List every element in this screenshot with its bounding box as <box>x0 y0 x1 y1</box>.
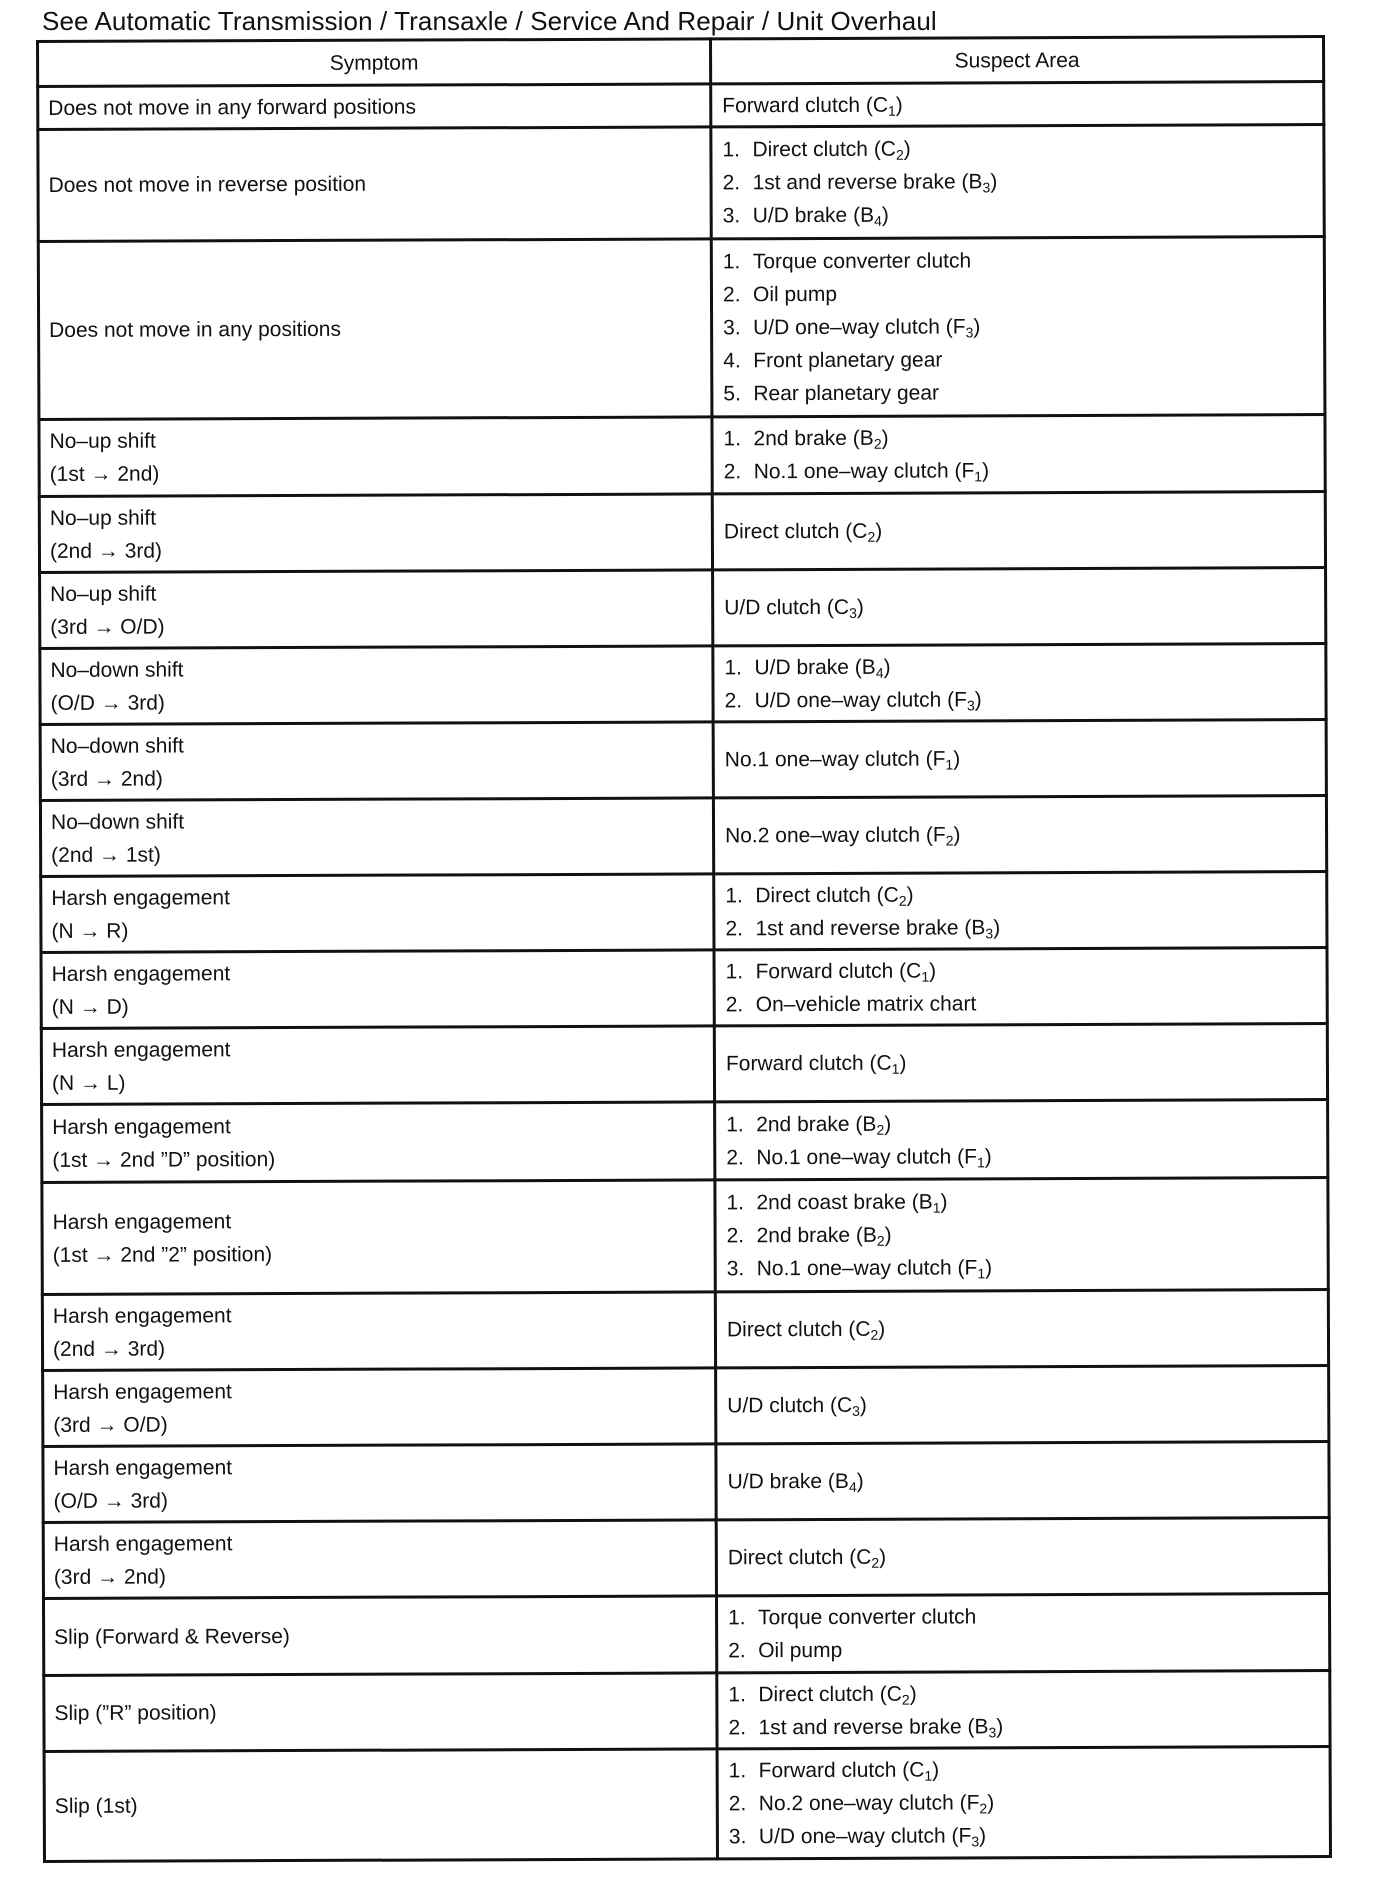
suspect-text: No.1 one–way clutch (F <box>756 1144 977 1169</box>
suspect-area-cell <box>713 644 1326 722</box>
symptom-text: No–up shift <box>49 506 157 530</box>
closing-paren: ) <box>993 915 1001 939</box>
suspect-text: U/D clutch (C <box>727 1393 853 1418</box>
closing-paren: ) <box>878 1317 886 1341</box>
item-number: 2. <box>725 916 743 940</box>
table-row <box>40 644 1326 725</box>
component-subscript: 2 <box>876 1232 885 1249</box>
suspect-text: No.2 one–way clutch (F <box>758 1791 980 1816</box>
table-row <box>40 796 1326 877</box>
table-row <box>40 568 1326 649</box>
symptom-text: Harsh engagement <box>53 1455 233 1480</box>
suspect-text: Torque converter clutch <box>758 1605 977 1630</box>
symptom-cell <box>40 722 713 801</box>
component-subscript: 3 <box>985 924 994 941</box>
suspect-text: No.1 one–way clutch (F <box>756 1256 978 1281</box>
breadcrumb: See Automatic Transmission / Transaxle / Service And Repair / Unit Overhaul <box>42 6 937 36</box>
suspect-text: U/D brake (B <box>727 1469 849 1494</box>
suspect-item <box>724 682 1324 717</box>
symptom-text: (O/D → 3rd) <box>50 691 165 715</box>
suspect-text: Forward clutch (C <box>722 93 889 117</box>
component-subscript: 3 <box>852 1402 860 1419</box>
suspect-item <box>725 910 1325 945</box>
symptom-text: Slip (1st) <box>54 1794 138 1818</box>
table-body <box>38 82 1331 1862</box>
suspect-area-cell <box>713 796 1326 874</box>
closing-paren: ) <box>973 315 981 339</box>
table-row <box>41 1024 1327 1105</box>
suspect-item <box>726 953 1326 988</box>
table-row <box>39 415 1325 497</box>
component-subscript: 4 <box>848 1478 857 1495</box>
suspect-text: Forward clutch (C <box>758 1758 925 1783</box>
closing-paren: ) <box>856 1469 864 1493</box>
symptom-cell <box>44 1673 717 1752</box>
symptom-text: (2nd → 1st) <box>51 843 161 867</box>
suspect-area-cell <box>711 82 1324 127</box>
symptom-text: Harsh engagement <box>52 1303 232 1328</box>
suspect-text: Direct clutch (C <box>727 1545 872 1570</box>
suspect-text: 2nd brake (B <box>756 1223 877 1248</box>
symptom-cell <box>44 1749 717 1862</box>
symptom-cell <box>41 874 714 953</box>
suspect-text: 1st and reverse brake (B <box>755 915 986 940</box>
suspect-text: U/D brake (B <box>752 203 875 228</box>
suspect-item <box>722 164 1322 199</box>
component-subscript: 1 <box>977 1265 986 1282</box>
closing-paren: ) <box>884 1112 892 1136</box>
symptom-cell <box>43 1596 716 1676</box>
closing-paren: ) <box>859 1393 867 1417</box>
suspect-text: On–vehicle matrix chart <box>755 991 977 1016</box>
suspect-item <box>727 1250 1327 1285</box>
table-row <box>38 125 1324 242</box>
symptom-text: No–down shift <box>50 809 185 834</box>
symptom-text: Does not move in any forward positions <box>48 95 416 120</box>
table-row <box>42 1100 1328 1183</box>
suspect-text: 1st and reverse brake (B <box>752 170 983 195</box>
suspect-item <box>727 1311 1327 1346</box>
symptom-column-header: Symptom <box>38 39 711 87</box>
suspect-item <box>723 276 1323 311</box>
component-subscript: 1 <box>924 1767 933 1784</box>
suspect-item <box>727 1463 1327 1498</box>
symptom-text: No–up shift <box>49 429 156 453</box>
suspect-item <box>726 1045 1326 1080</box>
table-row <box>42 1290 1328 1371</box>
symptom-text: Does not move in any positions <box>49 317 341 342</box>
suspect-area-cell <box>716 1366 1329 1444</box>
suspect-area-cell <box>711 237 1325 417</box>
suspect-text: Forward clutch (C <box>725 1051 892 1076</box>
table-row <box>42 1178 1328 1295</box>
symptom-text: Harsh engagement <box>51 885 230 910</box>
suspect-item <box>726 1184 1326 1219</box>
item-number: 2. <box>726 1224 745 1248</box>
symptom-cell <box>41 950 714 1029</box>
symptom-text: (O/D → 3rd) <box>53 1489 168 1513</box>
closing-paren: ) <box>903 137 911 161</box>
suspect-item <box>723 309 1323 344</box>
symptom-cell <box>38 127 711 242</box>
table-row <box>43 1442 1329 1523</box>
item-number: 1. <box>728 1682 746 1706</box>
item-number: 3. <box>722 204 741 228</box>
suspect-text: No.1 one–way clutch (F <box>724 747 946 772</box>
closing-paren: ) <box>979 1824 987 1848</box>
component-subscript: 2 <box>873 435 882 452</box>
component-subscript: 1 <box>891 1060 900 1077</box>
table-row <box>38 237 1325 420</box>
symptom-text: Slip (Forward & Reverse) <box>54 1624 290 1649</box>
symptom-text: (1st → 2nd) <box>49 462 160 486</box>
suspect-area-cell <box>716 1594 1329 1673</box>
diagnosis-table <box>36 35 1332 1863</box>
suspect-text: 2nd brake (B <box>756 1112 877 1136</box>
closing-paren: ) <box>884 1223 892 1247</box>
table-row <box>39 492 1325 573</box>
item-number: 2. <box>726 1145 744 1169</box>
suspect-area-cell <box>714 948 1327 1026</box>
closing-paren: ) <box>899 1051 907 1075</box>
symptom-cell <box>38 239 712 420</box>
suspect-item <box>728 1632 1328 1667</box>
suspect-item <box>724 649 1324 684</box>
symptom-text: (2nd → 3rd) <box>49 539 163 563</box>
item-number: 2. <box>728 1792 747 1816</box>
closing-paren: ) <box>953 823 961 847</box>
symptom-cell <box>43 1444 716 1523</box>
component-subscript: 4 <box>874 212 882 229</box>
item-number: 1. <box>728 1759 747 1783</box>
closing-paren: ) <box>879 1545 887 1569</box>
suspect-text: Rear planetary gear <box>753 381 940 406</box>
suspect-text: Direct clutch (C <box>758 1682 902 1706</box>
item-number: 1. <box>722 250 741 274</box>
item-number: 1. <box>725 959 744 983</box>
component-subscript: 1 <box>887 102 896 119</box>
suspect-text: 1st and reverse brake (B <box>758 1714 989 1739</box>
symptom-text: Harsh engagement <box>53 1531 233 1556</box>
suspect-item <box>726 1106 1326 1141</box>
suspect-item <box>728 1599 1328 1634</box>
closing-paren: ) <box>909 1682 917 1706</box>
component-subscript: 1 <box>974 468 983 485</box>
suspect-item <box>726 1139 1326 1174</box>
suspect-area-cell <box>711 125 1324 239</box>
table-row <box>43 1518 1329 1599</box>
suspect-item <box>729 1752 1329 1787</box>
symptom-cell <box>42 1180 715 1295</box>
item-number: 1. <box>725 883 743 907</box>
suspect-area-cell <box>713 568 1326 646</box>
table-row <box>40 720 1326 801</box>
symptom-cell <box>43 1368 716 1447</box>
suspect-item <box>729 1818 1329 1853</box>
symptom-text: Harsh engagement <box>51 1037 231 1062</box>
symptom-cell <box>41 1026 714 1105</box>
suspect-area-cell <box>716 1442 1329 1520</box>
suspect-area-cell <box>717 1747 1330 1859</box>
item-number: 1. <box>724 655 742 679</box>
component-subscript: 3 <box>982 179 991 196</box>
suspect-item <box>727 1387 1327 1422</box>
component-subscript: 2 <box>901 1691 910 1708</box>
component-subscript: 2 <box>895 146 904 163</box>
suspect-item <box>722 87 1322 122</box>
suspect-area-cell <box>712 492 1325 570</box>
suspect-item <box>725 817 1325 852</box>
suspect-item <box>723 420 1323 455</box>
symptom-text: (3rd → O/D) <box>53 1413 168 1437</box>
suspect-text: 2nd coast brake (B <box>756 1190 933 1215</box>
symptom-text: (3rd → O/D) <box>50 615 165 639</box>
suspect-text: Direct clutch (C <box>726 1317 871 1342</box>
suspect-area-column-header: Suspect Area <box>711 37 1324 84</box>
symptom-text: Harsh engagement <box>52 1209 232 1234</box>
suspect-area-cell <box>716 1518 1329 1596</box>
symptom-text: No–down shift <box>50 733 184 758</box>
symptom-text: No–up shift <box>50 582 157 606</box>
suspect-area-cell <box>715 1178 1328 1292</box>
component-subscript: 3 <box>966 696 975 713</box>
symptom-text: (3rd → 2nd) <box>53 1565 166 1589</box>
table-row <box>38 82 1324 130</box>
suspect-text: U/D brake (B <box>754 655 876 679</box>
component-subscript: 3 <box>965 324 974 341</box>
symptom-cell <box>43 1520 716 1599</box>
suspect-text: Direct clutch (C <box>723 519 868 544</box>
component-subscript: 2 <box>871 1554 880 1571</box>
suspect-item <box>728 1676 1328 1711</box>
suspect-item <box>729 1785 1329 1820</box>
component-subscript: 1 <box>932 1199 941 1216</box>
suspect-item <box>728 1539 1328 1574</box>
table-row <box>44 1671 1330 1752</box>
suspect-area-cell <box>714 872 1327 950</box>
item-number: 2. <box>728 1715 747 1739</box>
table-row <box>41 872 1327 953</box>
symptom-text: (2nd → 3rd) <box>52 1337 166 1361</box>
component-subscript: 2 <box>867 528 876 545</box>
symptom-text: Harsh engagement <box>52 1114 231 1139</box>
symptom-text: (N → R) <box>51 919 129 943</box>
suspect-item <box>723 243 1323 278</box>
item-number: 3. <box>728 1825 747 1849</box>
table-header-row <box>38 37 1324 87</box>
suspect-item <box>726 986 1326 1021</box>
symptom-text: (3rd → 2nd) <box>50 767 163 791</box>
item-number: 2. <box>728 1639 746 1663</box>
component-subscript: 1 <box>976 1153 985 1170</box>
item-number: 3. <box>723 316 741 340</box>
component-subscript: 2 <box>945 832 954 849</box>
suspect-text: Oil pump <box>758 1638 843 1663</box>
item-number: 2. <box>724 688 743 712</box>
item-number: 1. <box>722 138 740 162</box>
suspect-item <box>728 1709 1328 1744</box>
item-number: 1. <box>726 1112 744 1136</box>
item-number: 2. <box>722 283 741 307</box>
closing-paren: ) <box>940 1190 948 1214</box>
symptom-cell <box>38 84 711 130</box>
component-subscript: 2 <box>876 1121 885 1138</box>
item-number: 1. <box>726 1191 745 1215</box>
table-row <box>43 1366 1329 1447</box>
symptom-text: Harsh engagement <box>51 961 231 986</box>
suspect-area-cell <box>715 1100 1328 1180</box>
suspect-item <box>725 877 1325 912</box>
item-number: 2. <box>725 992 744 1016</box>
suspect-text: U/D clutch (C <box>724 595 850 620</box>
component-subscript: 2 <box>898 892 907 909</box>
closing-paren: ) <box>856 595 864 619</box>
suspect-text: 2nd brake (B <box>753 426 874 451</box>
suspect-item <box>724 513 1324 548</box>
suspect-item <box>723 197 1323 232</box>
item-number: 4. <box>723 349 741 373</box>
component-subscript: 1 <box>921 968 930 985</box>
closing-paren: ) <box>953 747 961 771</box>
item-number: 2. <box>723 460 742 484</box>
item-number: 5. <box>723 382 741 406</box>
symptom-cell <box>40 646 713 725</box>
suspect-text: U/D one–way clutch (F <box>758 1824 972 1849</box>
symptom-text: (1st → 2nd ”2” position) <box>52 1242 273 1267</box>
closing-paren: ) <box>996 1714 1004 1738</box>
component-subscript: 1 <box>945 756 954 773</box>
symptom-text: Does not move in reverse position <box>48 172 367 197</box>
closing-paren: ) <box>984 1144 992 1168</box>
item-number: 2. <box>722 171 741 195</box>
suspect-text: Oil pump <box>752 282 838 307</box>
item-number: 1. <box>723 427 742 451</box>
suspect-item <box>722 131 1322 166</box>
suspect-text: U/D one–way clutch (F <box>754 687 968 712</box>
suspect-text: Front planetary gear <box>753 348 943 373</box>
suspect-text: Forward clutch (C <box>755 959 922 983</box>
symptom-text: No–down shift <box>50 657 184 682</box>
suspect-area-cell <box>717 1671 1330 1749</box>
suspect-item <box>723 342 1323 377</box>
suspect-text: Direct clutch (C <box>752 137 897 162</box>
closing-paren: ) <box>987 1791 995 1815</box>
suspect-area-cell <box>713 720 1326 798</box>
closing-paren: ) <box>982 459 990 483</box>
suspect-item <box>727 1217 1327 1252</box>
closing-paren: ) <box>974 687 982 711</box>
suspect-area-cell <box>712 415 1325 494</box>
component-subscript: 3 <box>849 604 857 621</box>
closing-paren: ) <box>990 170 998 194</box>
closing-paren: ) <box>985 1256 993 1280</box>
suspect-text: Direct clutch (C <box>755 883 899 907</box>
component-subscript: 2 <box>979 1800 988 1817</box>
table-row <box>44 1747 1330 1862</box>
table-row <box>41 948 1327 1029</box>
closing-paren: ) <box>895 93 903 117</box>
component-subscript: 3 <box>971 1833 980 1850</box>
symptom-cell <box>42 1102 715 1183</box>
suspect-text: Torque converter clutch <box>752 249 972 274</box>
closing-paren: ) <box>881 203 889 227</box>
closing-paren: ) <box>929 959 937 983</box>
symptom-cell <box>42 1292 715 1371</box>
suspect-item <box>724 453 1324 488</box>
closing-paren: ) <box>906 883 914 907</box>
symptom-text: (N → L) <box>51 1071 126 1095</box>
suspect-area-cell <box>715 1290 1328 1368</box>
symptom-cell <box>39 494 712 573</box>
component-subscript: 4 <box>875 664 884 681</box>
symptom-text: (1st → 2nd ”D” position) <box>52 1147 276 1172</box>
closing-paren: ) <box>932 1758 940 1782</box>
closing-paren: ) <box>875 519 883 543</box>
closing-paren: ) <box>883 655 891 679</box>
item-number: 3. <box>726 1257 745 1281</box>
symptom-cell <box>39 417 712 497</box>
symptom-text: Harsh engagement <box>53 1379 232 1404</box>
suspect-area-cell <box>714 1024 1327 1102</box>
suspect-text: U/D one–way clutch (F <box>753 315 966 340</box>
item-number: 1. <box>728 1606 746 1630</box>
table-row <box>43 1594 1329 1676</box>
suspect-item <box>723 375 1323 410</box>
component-subscript: 3 <box>988 1723 997 1740</box>
component-subscript: 2 <box>870 1326 879 1343</box>
symptom-cell <box>40 570 713 649</box>
symptom-cell <box>40 798 713 877</box>
suspect-item <box>725 741 1325 776</box>
symptom-text: Slip (”R” position) <box>54 1701 217 1725</box>
suspect-text: No.1 one–way clutch (F <box>753 459 975 484</box>
suspect-text: No.2 one–way clutch (F <box>725 823 946 848</box>
suspect-item <box>724 589 1324 624</box>
closing-paren: ) <box>881 426 889 450</box>
symptom-text: (N → D) <box>51 995 129 1019</box>
